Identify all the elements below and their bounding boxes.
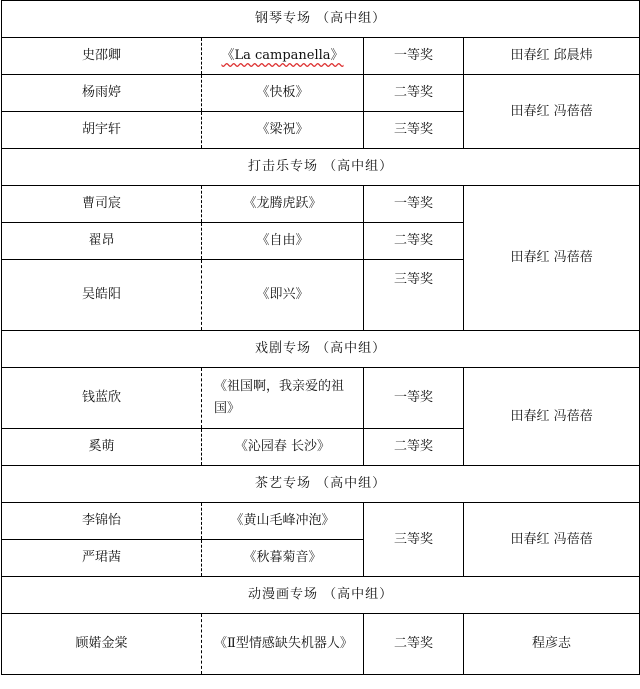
award-level: 一等奖: [364, 368, 464, 429]
table-row: [2, 38, 640, 75]
teacher-names: 田春红 邱晨炜: [464, 38, 640, 75]
work-title: 《祖国啊，我亲爱的祖国》: [202, 368, 364, 429]
award-level: 三等奖: [364, 503, 464, 577]
table-row: [2, 368, 640, 429]
work-title: 《自由》: [202, 223, 364, 260]
teacher-names: 田春红 冯蓓蓓: [464, 186, 640, 331]
section-title: 钢琴专场 （高中组）: [2, 1, 640, 38]
work-title: 《梁祝》: [202, 112, 364, 149]
student-name: 钱蓝欣: [2, 368, 202, 429]
teacher-names: 田春红 冯蓓蓓: [464, 503, 640, 577]
work-title: [202, 38, 364, 75]
student-name: 翟昂: [2, 223, 202, 260]
student-name: 顾婼金棠: [2, 614, 202, 675]
section-title: 茶艺专场 （高中组）: [2, 466, 640, 503]
student-name: 李锦怡: [2, 503, 202, 540]
section-header-row: [2, 331, 640, 368]
section-title: 戏剧专场 （高中组）: [2, 331, 640, 368]
awards-table: [1, 0, 640, 675]
work-title-text: 《La campanella》: [221, 48, 344, 63]
award-level: 二等奖: [364, 614, 464, 675]
table-row: [2, 503, 640, 540]
award-level: 一等奖: [364, 38, 464, 75]
table-row: [2, 186, 640, 223]
award-level: 二等奖: [364, 223, 464, 260]
student-name: 曹司宸: [2, 186, 202, 223]
teacher-names: 田春红 冯蓓蓓: [464, 368, 640, 466]
table-row: [2, 614, 640, 675]
award-level: 三等奖: [364, 260, 464, 331]
work-title: 《快板》: [202, 75, 364, 112]
work-title: 《秋暮菊音》: [202, 540, 364, 577]
student-name: 胡宇轩: [2, 112, 202, 149]
work-title: 《龙腾虎跃》: [202, 186, 364, 223]
award-level: 三等奖: [364, 112, 464, 149]
work-title: 《黄山毛峰冲泡》: [202, 503, 364, 540]
student-name: 奚萌: [2, 429, 202, 466]
award-level: 一等奖: [364, 186, 464, 223]
teacher-names: 田春红 冯蓓蓓: [464, 75, 640, 149]
work-title: 《沁园春 长沙》: [202, 429, 364, 466]
student-name: 吴皓阳: [2, 260, 202, 331]
section-header-row: [2, 1, 640, 38]
student-name: 严珺茜: [2, 540, 202, 577]
table-row: [2, 75, 640, 112]
work-title: 《Ⅱ型情感缺失机器人》: [202, 614, 364, 675]
student-name: 杨雨婷: [2, 75, 202, 112]
work-title: 《即兴》: [202, 260, 364, 331]
section-title: 打击乐专场 （高中组）: [2, 149, 640, 186]
section-header-row: [2, 577, 640, 614]
teacher-names: 程彦志: [464, 614, 640, 675]
award-level: 二等奖: [364, 429, 464, 466]
section-title: 动漫画专场 （高中组）: [2, 577, 640, 614]
award-level: 二等奖: [364, 75, 464, 112]
section-header-row: [2, 149, 640, 186]
section-header-row: [2, 466, 640, 503]
student-name: 史邵卿: [2, 38, 202, 75]
